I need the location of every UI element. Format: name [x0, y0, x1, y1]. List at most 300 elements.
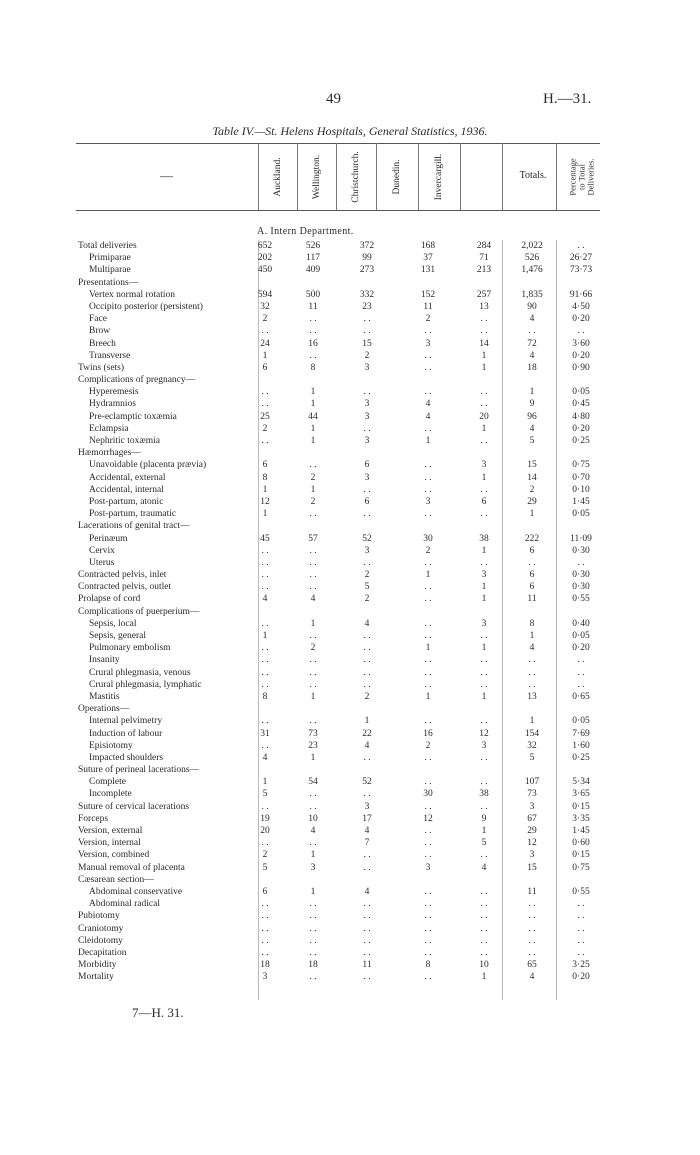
table-cell: . .: [363, 557, 371, 568]
row-label: Complications of pregnancy—: [78, 375, 196, 386]
row-label: Occipito posterior (persistent): [89, 301, 203, 312]
row-label: Hyperemesis: [89, 387, 139, 398]
row-label: Hæmorrhages—: [78, 448, 141, 459]
table-cell: 107: [524, 777, 540, 788]
column-divider: [376, 143, 377, 210]
table-cell: 29: [527, 826, 537, 836]
table-cell: . .: [363, 899, 371, 910]
table-cell: . .: [577, 241, 585, 251]
table-cell: . .: [424, 350, 432, 361]
table-cell: . .: [309, 314, 317, 325]
table-cell: . .: [261, 545, 269, 556]
table-cell: 3: [310, 862, 316, 873]
row-label: Episiotomy: [89, 740, 133, 751]
table-cell: . .: [424, 594, 432, 605]
table-cell: . .: [261, 582, 269, 593]
table-cell: 1: [262, 631, 268, 641]
column-header-wellington: Wellington.: [312, 154, 322, 200]
table-row: [0, 606, 700, 618]
table-cell: . .: [309, 935, 317, 946]
table-cell: 38: [479, 533, 489, 544]
table-cell: 37: [423, 253, 433, 264]
row-label: Accidental, internal: [89, 484, 164, 495]
table-cell: . .: [309, 947, 317, 958]
table-cell: 1·60: [572, 740, 590, 751]
table-cell: 12: [260, 496, 270, 507]
table-row: [0, 447, 700, 459]
table-cell: . .: [363, 314, 371, 325]
table-cell: 1: [364, 716, 370, 727]
column-divider: [460, 143, 461, 210]
row-label: Multiparae: [89, 265, 131, 276]
table-cell: 1: [529, 716, 535, 727]
report-reference: H.—31.: [543, 91, 592, 107]
table-cell: 1: [310, 399, 316, 410]
table-cell: 3: [481, 460, 487, 471]
row-label: Complications of puerperium—: [78, 606, 200, 617]
table-cell: 3: [364, 801, 370, 812]
table-cell: . .: [363, 947, 371, 958]
table-cell: . .: [363, 423, 371, 434]
table-cell: 6: [529, 582, 535, 593]
table-cell: 14: [527, 472, 537, 483]
table-cell: . .: [309, 655, 317, 666]
table-cell: 0·45: [572, 399, 590, 410]
table-cell: . .: [309, 570, 317, 581]
row-label: Sepsis, local: [89, 618, 137, 629]
table-cell: 30: [423, 533, 433, 544]
table-cell: . .: [424, 509, 432, 520]
table-cell: . .: [261, 326, 269, 337]
table-row: [0, 849, 700, 861]
table-cell: . .: [528, 326, 536, 337]
table-cell: . .: [363, 911, 371, 922]
table-cell: 2: [364, 594, 370, 605]
table-cell: . .: [261, 618, 269, 629]
table-cell: 23: [308, 740, 318, 751]
table-cell: 8: [262, 691, 268, 702]
table-caption: Table IV.—St. Helens Hospitals, General Statistics, 1936.: [212, 124, 488, 138]
table-cell: 0·75: [572, 460, 590, 471]
table-cell: 4: [529, 350, 535, 361]
table-cell: 4: [364, 740, 370, 751]
table-top-rule: [76, 143, 600, 144]
table-cell: 18: [260, 960, 270, 971]
table-cell: 65: [527, 960, 537, 971]
table-row: [0, 374, 700, 386]
table-cell: . .: [480, 777, 488, 788]
table-cell: 2,022: [521, 241, 543, 251]
table-cell: 154: [524, 728, 540, 739]
table-cell: . .: [309, 460, 317, 471]
table-row: [0, 947, 700, 959]
table-cell: . .: [363, 643, 371, 654]
table-cell: 2: [529, 484, 535, 495]
table-cell: 4: [529, 643, 535, 654]
table-row: [0, 533, 700, 545]
row-label: Manual removal of placenta: [78, 862, 185, 873]
table-cell: 11: [362, 960, 372, 971]
table-cell: 2: [310, 472, 316, 483]
table-cell: 3·60: [572, 338, 590, 349]
table-cell: . .: [577, 667, 585, 678]
table-cell: 1·45: [572, 826, 590, 836]
table-cell: . .: [480, 899, 488, 910]
table-row: [0, 350, 700, 362]
table-cell: 13: [527, 691, 537, 702]
table-row: [0, 703, 700, 715]
table-cell: 3: [425, 862, 431, 873]
table-row: [0, 728, 700, 740]
table-cell: . .: [261, 679, 269, 690]
table-row: [0, 935, 700, 947]
table-cell: 3: [364, 545, 370, 556]
table-cell: 3: [481, 740, 487, 751]
table-cell: 1: [310, 387, 316, 398]
table-cell: 1,835: [521, 289, 543, 300]
table-row: [0, 618, 700, 630]
table-cell: 52: [362, 777, 372, 788]
table-cell: . .: [261, 436, 269, 446]
row-label: Twins (sets): [78, 362, 125, 373]
table-row: [0, 313, 700, 325]
table-cell: 1: [425, 691, 431, 702]
table-cell: . .: [363, 655, 371, 666]
table-cell: 1: [481, 691, 487, 702]
table-row: [0, 435, 700, 447]
row-label: Version, combined: [78, 850, 150, 861]
table-cell: 0·75: [572, 862, 590, 873]
table-cell: 4: [364, 826, 370, 836]
table-cell: 4: [481, 862, 487, 873]
table-cell: . .: [424, 850, 432, 861]
table-cell: 8: [262, 472, 268, 483]
table-cell: . .: [309, 789, 317, 800]
table-cell: . .: [309, 679, 317, 690]
row-label: Decapitation: [78, 947, 127, 958]
table-cell: . .: [309, 911, 317, 922]
table-cell: . .: [577, 923, 585, 934]
table-cell: 1: [310, 752, 316, 763]
table-cell: . .: [480, 667, 488, 678]
table-cell: 2: [262, 423, 268, 434]
table-cell: . .: [363, 923, 371, 934]
table-cell: 44: [308, 411, 318, 422]
section-title: A. Intern Department.: [257, 226, 354, 237]
table-cell: . .: [261, 740, 269, 751]
table-cell: . .: [309, 582, 317, 593]
table-cell: . .: [261, 655, 269, 666]
table-cell: 22: [362, 728, 372, 739]
table-cell: 3: [262, 972, 268, 983]
table-cell: 1: [262, 777, 268, 788]
row-label: Vertex normal rotation: [89, 289, 176, 300]
table-row: [0, 923, 700, 935]
table-cell: . .: [577, 679, 585, 690]
table-row: [0, 837, 700, 849]
table-cell: . .: [424, 777, 432, 788]
table-cell: 0·05: [572, 387, 590, 398]
table-cell: . .: [424, 947, 432, 958]
table-cell: 1·45: [572, 496, 590, 507]
table-row: [0, 679, 700, 691]
table-cell: . .: [309, 972, 317, 983]
row-label: Cleidotomy: [78, 935, 123, 946]
table-cell: 99: [362, 253, 372, 264]
row-label: Incomplete: [89, 789, 132, 800]
table-cell: 0·65: [572, 691, 590, 702]
table-cell: 372: [359, 241, 375, 251]
table-cell: 4: [364, 886, 370, 897]
table-cell: . .: [261, 947, 269, 958]
table-cell: . .: [363, 484, 371, 495]
table-cell: 15: [527, 460, 537, 471]
table-row: [0, 788, 700, 800]
table-cell: . .: [480, 679, 488, 690]
table-cell: . .: [528, 899, 536, 910]
table-cell: . .: [528, 557, 536, 568]
table-row: [0, 338, 700, 350]
table-cell: . .: [309, 557, 317, 568]
table-cell: 500: [305, 289, 321, 300]
table-row: [0, 862, 700, 874]
column-divider: [258, 143, 259, 210]
table-cell: 0·25: [572, 752, 590, 763]
table-cell: 4: [364, 618, 370, 629]
table-row: [0, 667, 700, 679]
row-label: Uterus: [89, 557, 115, 568]
row-label: Post-partum, traumatic: [89, 509, 177, 520]
table-cell: 0·30: [572, 582, 590, 593]
table-cell: . .: [309, 509, 317, 520]
column-header-invercargill: Invercargill.: [434, 153, 444, 201]
row-label: Hydramnios: [89, 399, 136, 410]
table-cell: . .: [480, 557, 488, 568]
table-cell: 2: [425, 545, 431, 556]
table-cell: . .: [261, 667, 269, 678]
table-cell: . .: [424, 911, 432, 922]
table-cell: 2: [364, 691, 370, 702]
statistics-table-body: [0, 240, 700, 983]
row-label: Morbidity: [78, 960, 117, 971]
row-label: Pubiotomy: [78, 911, 120, 922]
table-cell: 19: [260, 813, 270, 824]
row-label: Primiparae: [89, 253, 131, 264]
table-cell: 10: [308, 813, 318, 824]
table-cell: . .: [424, 667, 432, 678]
table-cell: . .: [261, 899, 269, 910]
table-cell: 32: [260, 301, 270, 312]
table-cell: 0·90: [572, 362, 590, 373]
table-cell: 1: [262, 350, 268, 361]
row-label: Internal pelvimetry: [89, 716, 163, 727]
table-cell: . .: [261, 911, 269, 922]
table-cell: . .: [424, 326, 432, 337]
table-cell: . .: [480, 911, 488, 922]
table-cell: 0·40: [572, 618, 590, 629]
table-cell: 4·50: [572, 301, 590, 312]
table-cell: 91·66: [569, 289, 593, 300]
table-cell: 273: [359, 265, 375, 276]
table-cell: . .: [577, 911, 585, 922]
page-number: 49: [326, 91, 341, 107]
table-cell: 0·55: [572, 886, 590, 897]
table-cell: 16: [423, 728, 433, 739]
table-cell: . .: [480, 399, 488, 410]
table-cell: . .: [309, 631, 317, 641]
table-cell: 1: [425, 436, 431, 446]
table-cell: 3·35: [572, 813, 590, 824]
table-row: [0, 630, 700, 642]
table-cell: 168: [420, 241, 436, 251]
table-row: [0, 764, 700, 776]
table-cell: . .: [480, 923, 488, 934]
table-cell: . .: [424, 886, 432, 897]
row-label: Face: [89, 314, 107, 325]
table-cell: 1: [481, 362, 487, 373]
table-row: [0, 691, 700, 703]
table-cell: 15: [362, 338, 372, 349]
table-cell: 3: [364, 399, 370, 410]
table-cell: . .: [309, 899, 317, 910]
table-cell: 2: [310, 496, 316, 507]
table-cell: . .: [528, 655, 536, 666]
table-cell: . .: [577, 557, 585, 568]
table-cell: 1: [481, 423, 487, 434]
table-cell: 11: [423, 301, 433, 312]
table-row: [0, 959, 700, 971]
table-cell: 8: [425, 960, 431, 971]
table-cell: 7·69: [572, 728, 590, 739]
row-label: Contracted pelvis, inlet: [78, 570, 167, 581]
table-cell: 1: [425, 643, 431, 654]
table-cell: 38: [479, 789, 489, 800]
table-cell: 2: [364, 350, 370, 361]
table-cell: 31: [260, 728, 270, 739]
table-cell: 450: [257, 265, 273, 276]
table-cell: . .: [424, 935, 432, 946]
table-cell: 25: [260, 411, 270, 422]
table-cell: . .: [480, 484, 488, 495]
table-cell: 71: [479, 253, 489, 264]
table-cell: 29: [527, 496, 537, 507]
table-cell: 1: [481, 643, 487, 654]
table-cell: 3: [364, 362, 370, 373]
table-cell: 73·73: [569, 265, 593, 276]
row-label: Mortality: [78, 972, 114, 983]
table-cell: . .: [528, 935, 536, 946]
row-label: Contracted pelvis, outlet: [78, 582, 172, 593]
table-cell: 20: [479, 411, 489, 422]
row-label: Crural phlegmasia, venous: [89, 667, 191, 678]
table-cell: 6: [262, 886, 268, 897]
table-cell: 4: [262, 752, 268, 763]
row-label: Lacerations of genital tract—: [78, 521, 190, 532]
table-row: [0, 496, 700, 508]
table-cell: . .: [424, 582, 432, 593]
table-cell: . .: [363, 631, 371, 641]
table-cell: 30: [423, 789, 433, 800]
table-cell: 52: [362, 533, 372, 544]
row-label: Nephritic toxæmia: [89, 436, 160, 446]
table-cell: . .: [363, 850, 371, 861]
table-cell: 1: [481, 826, 487, 836]
table-cell: 14: [479, 338, 489, 349]
table-cell: . .: [363, 509, 371, 520]
table-cell: 3: [364, 472, 370, 483]
table-cell: 1: [481, 594, 487, 605]
table-cell: 0·30: [572, 545, 590, 556]
table-cell: . .: [480, 935, 488, 946]
table-row: [0, 325, 700, 337]
table-row: [0, 264, 700, 276]
table-cell: 0·15: [572, 850, 590, 861]
table-cell: . .: [577, 947, 585, 958]
table-cell: . .: [480, 387, 488, 398]
table-cell: 4·80: [572, 411, 590, 422]
table-cell: . .: [480, 631, 488, 641]
table-cell: 2: [262, 850, 268, 861]
table-row: [0, 752, 700, 764]
table-row: [0, 411, 700, 423]
table-cell: 131: [420, 265, 436, 276]
table-cell: 3·65: [572, 789, 590, 800]
table-cell: 5: [481, 838, 487, 849]
table-row: [0, 423, 700, 435]
column-header-totals: Totals.: [519, 170, 547, 181]
table-cell: 3: [364, 436, 370, 446]
table-cell: . .: [480, 850, 488, 861]
row-label: Impacted shoulders: [89, 752, 164, 763]
table-cell: . .: [528, 667, 536, 678]
table-row: [0, 289, 700, 301]
row-label: Total deliveries: [78, 241, 137, 251]
table-cell: . .: [424, 716, 432, 727]
table-cell: 1: [310, 423, 316, 434]
table-cell: 54: [308, 777, 318, 788]
table-cell: 5: [262, 862, 268, 873]
table-cell: 5·34: [572, 777, 590, 788]
table-cell: 4: [310, 594, 316, 605]
row-label: Pulmonary embolism: [89, 643, 171, 654]
column-header-dunedin: Dunedin.: [392, 159, 402, 195]
table-cell: . .: [480, 509, 488, 520]
table-row: [0, 569, 700, 581]
table-cell: . .: [309, 326, 317, 337]
table-cell: . .: [363, 862, 371, 873]
table-row: [0, 715, 700, 727]
table-cell: . .: [480, 716, 488, 727]
table-cell: . .: [424, 801, 432, 812]
table-cell: 18: [527, 362, 537, 373]
table-cell: 4: [310, 826, 316, 836]
table-row: [0, 886, 700, 898]
row-label: Perinæum: [89, 533, 128, 544]
table-cell: 526: [524, 253, 540, 264]
table-cell: . .: [480, 326, 488, 337]
table-cell: . .: [363, 935, 371, 946]
table-cell: 32: [527, 740, 537, 751]
row-label: Forceps: [78, 813, 109, 824]
table-cell: 3: [425, 496, 431, 507]
table-cell: 96: [527, 411, 537, 422]
table-cell: 1: [529, 631, 535, 641]
table-cell: 13: [479, 301, 489, 312]
table-cell: . .: [261, 801, 269, 812]
table-cell: . .: [424, 972, 432, 983]
table-cell: . .: [309, 716, 317, 727]
table-cell: . .: [480, 947, 488, 958]
